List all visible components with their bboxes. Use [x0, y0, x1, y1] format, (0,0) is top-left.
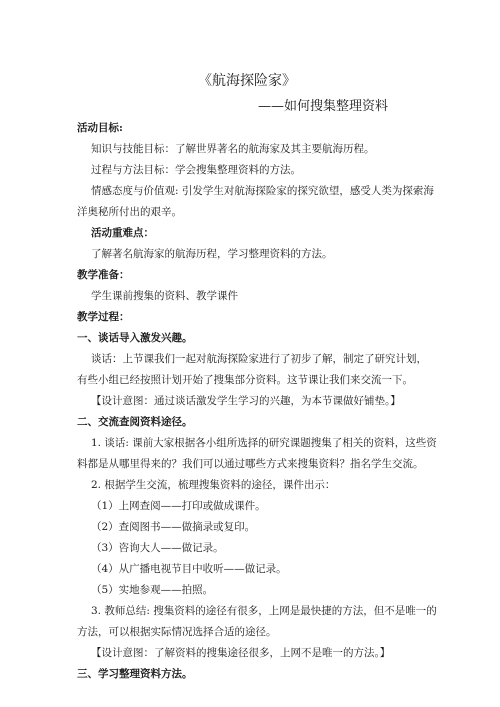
section2-item1-line1: 1. 谈话: 课前大家根据各小组所选择的研究课题搜集了相关的资料，这些资 [91, 437, 437, 449]
section2-item3-line1: 3. 教师总结: 搜集资料的途径有很多，上网是最快捷的方法，但不是唯一的 [91, 605, 437, 617]
section2-heading: 二、交流查阅资料途径。 [77, 416, 193, 428]
goal-emotion-line2: 洋奥秘所付出的艰辛。 [77, 206, 182, 218]
section1-para-line2: 有些小组已经按照计划开始了搜集部分资料。这节课让我们来交流一下。 [77, 374, 413, 386]
goals-heading: 活动目标: [77, 122, 123, 134]
doc-subtitle: ——如何搜集整理资料 [258, 99, 389, 114]
goal-process: 过程与方法目标：学会搜集整理资料的方法。 [91, 164, 301, 176]
section3-heading: 三、学习整理资料方法。 [77, 668, 193, 680]
keypoint-heading: 活动重难点： [91, 227, 154, 239]
way-item-4: （4）从广播电视节目中收听——做记录。 [91, 563, 287, 575]
way-item-1: （1）上网查阅——打印或做成课件。 [91, 500, 266, 512]
goal-knowledge: 知识与技能目标：了解世界著名的航海家及其主要航海历程。 [91, 143, 375, 155]
section2-design-intent: 【设计意图：了解资料的搜集途径很多，上网不是唯一的方法。】 [91, 647, 391, 659]
process-heading: 教学过程： [77, 311, 130, 323]
section2-item3-line2: 方法，可以根据实际情况选择合适的途径。 [77, 626, 277, 638]
prep-heading: 教学准备： [77, 269, 130, 281]
section2-item2: 2. 根据学生交流，梳理搜集资料的途径，课件出示： [91, 479, 336, 491]
keypoint-text: 了解著名航海家的航海历程，学习整理资料的方法。 [91, 248, 333, 260]
doc-title: 《航海探险家》 [198, 73, 296, 89]
section1-heading: 一、谈话导入激发兴趣。 [77, 332, 193, 344]
prep-text: 学生课前搜集的资料、教学课件 [91, 290, 238, 302]
way-item-5: （5）实地参观——拍照。 [91, 584, 214, 596]
section2-item1-line2: 料都是从哪里得来的？我们可以通过哪些方式来搜集资料？指名学生交流。 [77, 458, 424, 470]
section1-para-line1: 谈话：上节课我们一起对航海探险家进行了初步了解，制定了研究计划， [91, 353, 427, 365]
goal-emotion-line1: 情感态度与价值观: 引发学生对航海探险家的探究欲望，感受人类为探索海 [91, 185, 434, 197]
way-item-2: （2）查阅图书——做摘录或复印。 [91, 521, 256, 533]
way-item-3: （3）咨询大人——做记录。 [91, 542, 224, 554]
section1-design-intent: 【设计意图：通过谈话激发学生学习的兴趣，为本节课做好铺垫。】 [91, 395, 401, 407]
